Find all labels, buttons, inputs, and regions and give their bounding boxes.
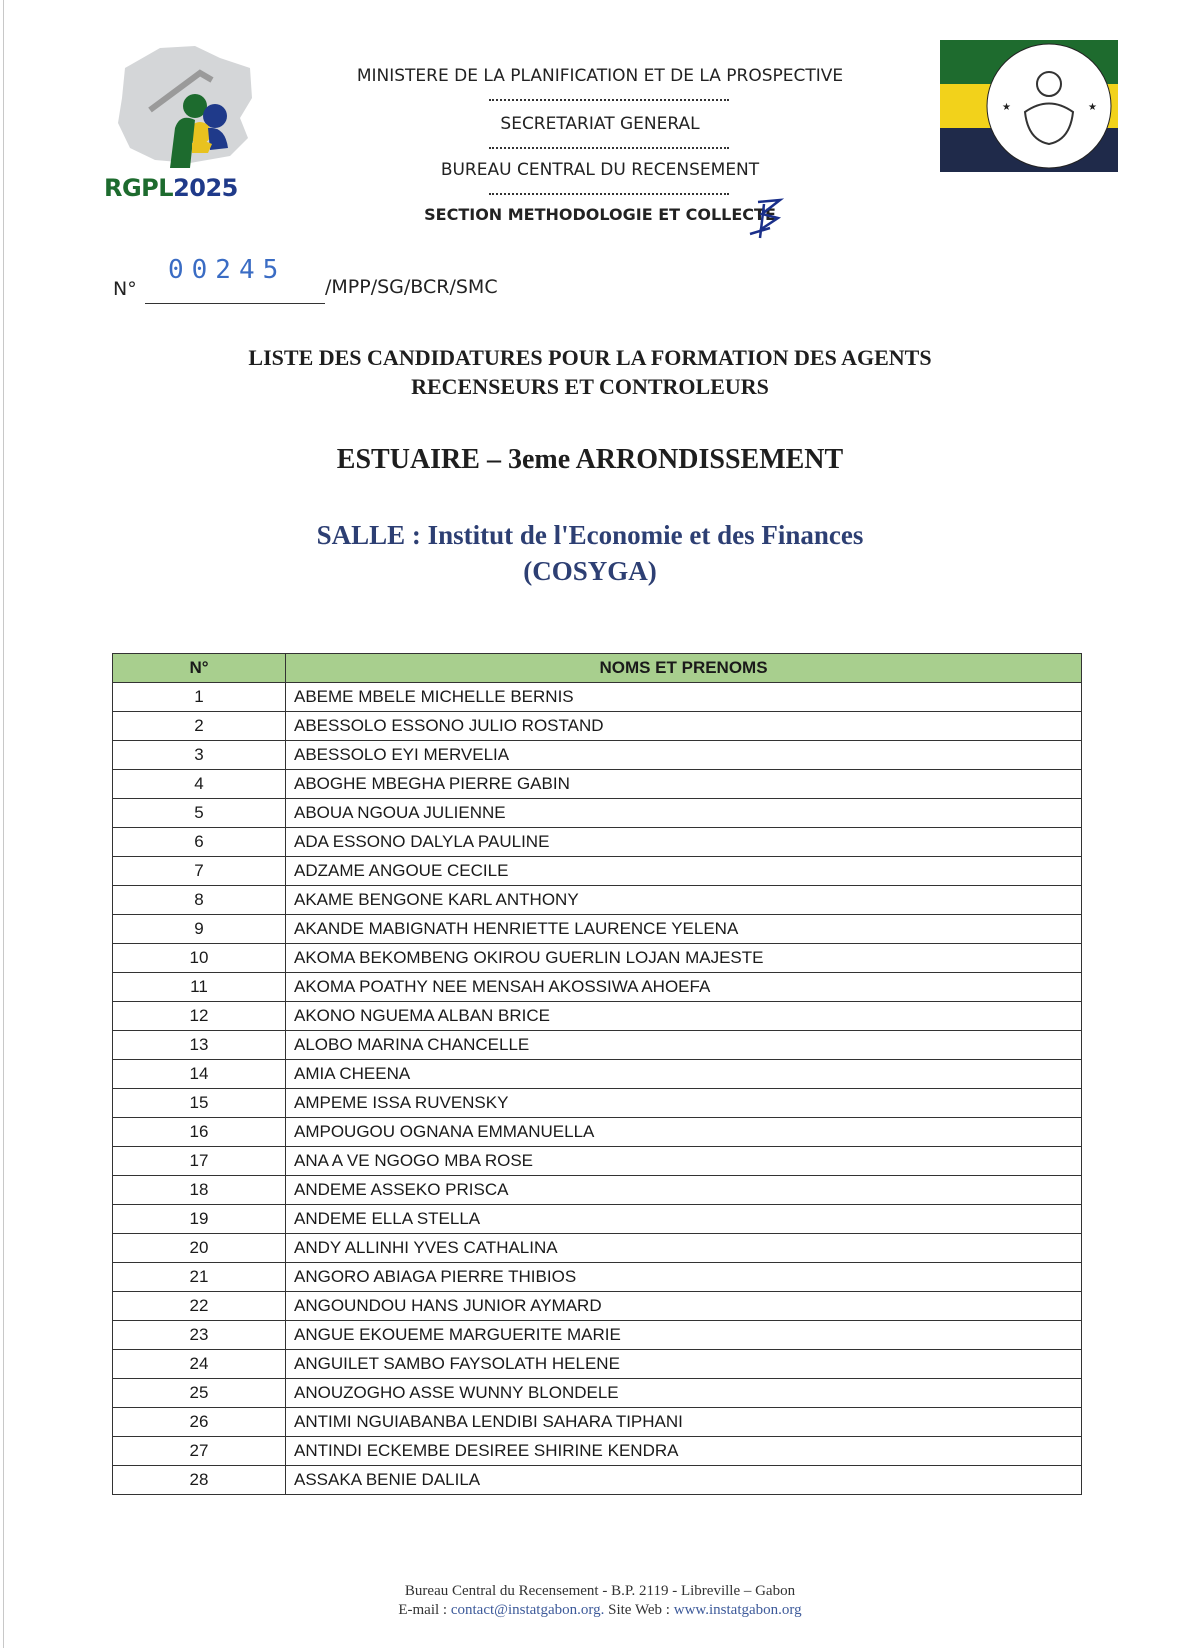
table-row xyxy=(113,683,1082,712)
census-family-icon xyxy=(100,38,260,173)
table-row xyxy=(113,886,1082,915)
gabon-republic-emblem xyxy=(940,40,1118,172)
candidate-name: ANGORO ABIAGA PIERRE THIBIOS xyxy=(286,1263,1082,1292)
candidate-name: ANDEME ELLA STELLA xyxy=(286,1205,1082,1234)
candidate-name: ADZAME ANGOUE CECILE xyxy=(286,857,1082,886)
table-row xyxy=(113,1205,1082,1234)
candidate-name: ANOUZOGHO ASSE WUNNY BLONDELE xyxy=(286,1379,1082,1408)
table-row xyxy=(113,1118,1082,1147)
document-title xyxy=(140,343,1040,401)
table-row xyxy=(113,770,1082,799)
candidates-table xyxy=(112,653,1082,1495)
email-link[interactable]: contact@instatgabon.org. xyxy=(450,1602,605,1618)
row-number: 10 xyxy=(113,944,286,973)
table-row xyxy=(113,1234,1082,1263)
reference-prefix: N° xyxy=(113,278,137,300)
dotted-divider xyxy=(489,147,729,153)
reference-underline xyxy=(145,303,325,304)
candidate-name: ANDY ALLINHI YVES CATHALINA xyxy=(286,1234,1082,1263)
candidate-name: ABOGHE MBEGHA PIERRE GABIN xyxy=(286,770,1082,799)
candidate-name: ADA ESSONO DALYLA PAULINE xyxy=(286,828,1082,857)
candidate-name: ANGOUNDOU HANS JUNIOR AYMARD xyxy=(286,1292,1082,1321)
candidate-name: AKAME BENGONE KARL ANTHONY xyxy=(286,886,1082,915)
row-number: 1 xyxy=(113,683,286,712)
reference-number-stamp: 00245 xyxy=(168,255,287,285)
table-row xyxy=(113,1350,1082,1379)
column-header-number: N° xyxy=(113,654,286,683)
room-line-2: (COSYGA) xyxy=(523,556,657,586)
candidate-name: ANA A VE NGOGO MBA ROSE xyxy=(286,1147,1082,1176)
row-number: 6 xyxy=(113,828,286,857)
candidate-name: AKONO NGUEMA ALBAN BRICE xyxy=(286,1002,1082,1031)
row-number: 28 xyxy=(113,1466,286,1495)
row-number: 11 xyxy=(113,973,286,1002)
row-number: 21 xyxy=(113,1263,286,1292)
table-row xyxy=(113,1263,1082,1292)
website-link[interactable]: www.instatgabon.org xyxy=(673,1602,802,1618)
candidate-name: ABESSOLO ESSONO JULIO ROSTAND xyxy=(286,712,1082,741)
room-heading xyxy=(140,517,1040,589)
candidate-name: ANGUILET SAMBO FAYSOLATH HELENE xyxy=(286,1350,1082,1379)
row-number: 26 xyxy=(113,1408,286,1437)
title-line-1: LISTE DES CANDIDATURES POUR LA FORMATION DES AGENTS xyxy=(248,345,932,370)
table-header-row xyxy=(113,654,1082,683)
row-number: 9 xyxy=(113,915,286,944)
candidate-name: ABOUA NGOUA JULIENNE xyxy=(286,799,1082,828)
candidate-name: ANGUE EKOUEME MARGUERITE MARIE xyxy=(286,1321,1082,1350)
row-number: 24 xyxy=(113,1350,286,1379)
row-number: 8 xyxy=(113,886,286,915)
candidate-name: ASSAKA BENIE DALILA xyxy=(286,1466,1082,1495)
dotted-divider xyxy=(489,193,729,199)
table-row xyxy=(113,712,1082,741)
row-number: 15 xyxy=(113,1089,286,1118)
location-heading: ESTUAIRE – 3eme ARRONDISSEMENT xyxy=(336,444,844,475)
svg-text:★: ★ xyxy=(1088,102,1097,113)
candidate-name: ABESSOLO EYI MERVELIA xyxy=(286,741,1082,770)
table-row xyxy=(113,1408,1082,1437)
table-row xyxy=(113,1321,1082,1350)
footer-address: Bureau Central du Recensement - B.P. 2119 - Libreville – Gabon xyxy=(404,1583,796,1599)
candidate-name: AKOMA BEKOMBENG OKIROU GUERLIN LOJAN MAJESTE xyxy=(286,944,1082,973)
row-number: 16 xyxy=(113,1118,286,1147)
row-number: 2 xyxy=(113,712,286,741)
row-number: 23 xyxy=(113,1321,286,1350)
title-line-2: RECENSEURS ET CONTROLEURS xyxy=(411,374,769,399)
candidate-name: AKANDE MABIGNATH HENRIETTE LAURENCE YELENA xyxy=(286,915,1082,944)
row-number: 13 xyxy=(113,1031,286,1060)
page-edge xyxy=(3,0,4,1648)
candidate-name: ANTIMI NGUIABANBA LENDIBI SAHARA TIPHANI xyxy=(286,1408,1082,1437)
table-row xyxy=(113,1379,1082,1408)
row-number: 12 xyxy=(113,1002,286,1031)
column-header-names: NOMS ET PRENOMS xyxy=(286,654,1082,683)
table-row xyxy=(113,1031,1082,1060)
row-number: 18 xyxy=(113,1176,286,1205)
table-row xyxy=(113,944,1082,973)
room-line-1: SALLE : Institut de l'Economie et des Finances xyxy=(316,520,864,550)
row-number: 17 xyxy=(113,1147,286,1176)
row-number: 25 xyxy=(113,1379,286,1408)
table-row xyxy=(113,915,1082,944)
table-row xyxy=(113,1089,1082,1118)
table-row xyxy=(113,1147,1082,1176)
row-number: 19 xyxy=(113,1205,286,1234)
row-number: 14 xyxy=(113,1060,286,1089)
rgpl-logo xyxy=(100,38,260,208)
row-number: 20 xyxy=(113,1234,286,1263)
row-number: 22 xyxy=(113,1292,286,1321)
candidate-name: ABEME MBELE MICHELLE BERNIS xyxy=(286,683,1082,712)
handwritten-initial-icon xyxy=(740,196,790,240)
table-row xyxy=(113,1060,1082,1089)
dotted-divider xyxy=(489,99,729,105)
table-row xyxy=(113,857,1082,886)
row-number: 27 xyxy=(113,1437,286,1466)
candidate-name: ANDEME ASSEKO PRISCA xyxy=(286,1176,1082,1205)
page-footer xyxy=(300,1582,900,1620)
row-number: 7 xyxy=(113,857,286,886)
candidate-name: AMIA CHEENA xyxy=(286,1060,1082,1089)
candidate-name: ALOBO MARINA CHANCELLE xyxy=(286,1031,1082,1060)
rgpl-brand-text: RGPL2025 xyxy=(104,174,238,202)
gabon-flag-seal-icon xyxy=(940,40,1118,172)
table-row xyxy=(113,1437,1082,1466)
row-number: 4 xyxy=(113,770,286,799)
table-row xyxy=(113,973,1082,1002)
candidate-name: ANTINDI ECKEMBE DESIREE SHIRINE KENDRA xyxy=(286,1437,1082,1466)
row-number: 5 xyxy=(113,799,286,828)
table-row xyxy=(113,1292,1082,1321)
footer-contact: E-mail : contact@instatgabon.org. Site Web : www.instatgabon.org xyxy=(398,1602,802,1618)
candidate-name: AMPOUGOU OGNANA EMMANUELLA xyxy=(286,1118,1082,1147)
ministry-name: MINISTERE DE LA PLANIFICATION ET DE LA PROSPECTIVE xyxy=(356,66,844,86)
secretariat-name: SECRETARIAT GENERAL xyxy=(500,114,700,134)
table-row xyxy=(113,828,1082,857)
table-row xyxy=(113,741,1082,770)
table-row xyxy=(113,1176,1082,1205)
svg-text:★: ★ xyxy=(1002,102,1011,113)
section-name: SECTION METHODOLOGIE ET COLLECTE xyxy=(424,205,776,224)
bureau-name: BUREAU CENTRAL DU RECENSEMENT xyxy=(440,160,760,180)
candidate-name: AKOMA POATHY NEE MENSAH AKOSSIWA AHOEFA xyxy=(286,973,1082,1002)
table-row xyxy=(113,1002,1082,1031)
reference-suffix: /MPP/SG/BCR/SMC xyxy=(325,276,498,298)
table-row xyxy=(113,1466,1082,1495)
table-body xyxy=(113,683,1082,1495)
table-row xyxy=(113,799,1082,828)
row-number: 3 xyxy=(113,741,286,770)
candidate-name: AMPEME ISSA RUVENSKY xyxy=(286,1089,1082,1118)
